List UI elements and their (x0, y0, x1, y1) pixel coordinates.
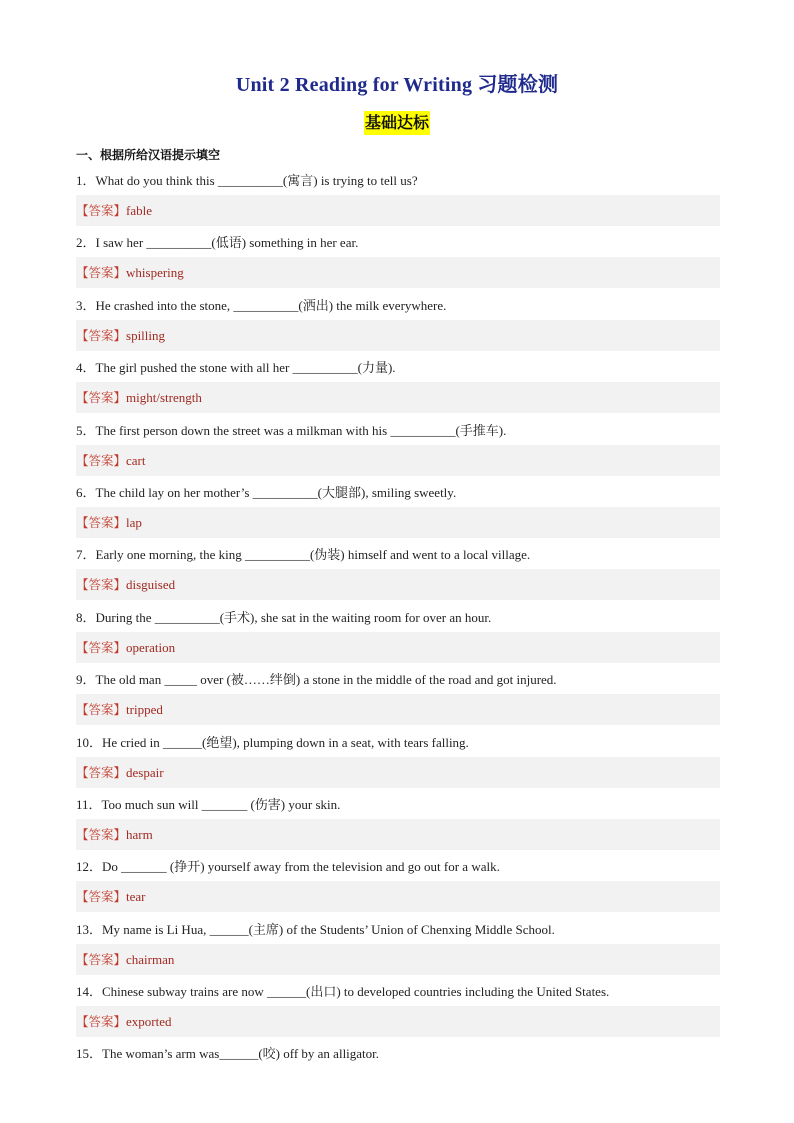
answer-value: exported (126, 1014, 172, 1030)
answer-label: 【答案】 (76, 639, 127, 655)
section-heading: 一、根据所给汉语提示填空 (76, 148, 221, 162)
answer-value: lap (126, 514, 142, 530)
question-text: 13．My name is Li Hua, ______(主席) of the Students’ Union of Chenxing Middle School. (76, 921, 555, 937)
answer-value: chairman (126, 951, 175, 967)
answer-value: fable (126, 203, 152, 218)
answer-box (76, 569, 720, 600)
answer-value: might/strength (126, 390, 202, 406)
answer-box (76, 257, 720, 288)
question-text: 8．During the __________(手术), she sat in the waiting room for over an hour. (76, 609, 492, 625)
answer-value: cart (126, 452, 146, 468)
answer-box (76, 195, 720, 226)
question-item (76, 728, 720, 790)
answer-label: 【答案】 (76, 514, 127, 530)
question-item (76, 291, 720, 353)
answer-value: operation (126, 639, 176, 655)
question-item (76, 977, 720, 1039)
answer-box (76, 445, 720, 476)
question-item (76, 540, 720, 602)
answer-box (76, 632, 720, 663)
answer-value: harm (126, 826, 153, 842)
answer-value: whispering (126, 265, 184, 281)
section-subtitle: 基础达标 (364, 111, 430, 135)
question-item (76, 166, 720, 228)
answer-box (76, 320, 720, 351)
question-text: 1．What do you think this __________(寓言) is trying to tell us? (76, 173, 418, 188)
question-item (76, 790, 720, 852)
subtitle-container (0, 111, 794, 135)
answer-box (76, 382, 720, 413)
answer-value: tripped (126, 702, 163, 718)
answer-label: 【答案】 (76, 203, 127, 218)
question-text: 9．The old man _____ over (被……绊倒) a stone in the middle of the road and got injured. (76, 672, 557, 688)
question-text: 10．He cried in ______(绝望), plumping down in a seat, with tears falling. (76, 734, 469, 750)
question-item (76, 478, 720, 540)
answer-label: 【答案】 (76, 327, 127, 343)
answer-value: disguised (126, 577, 176, 593)
question-text: 2．I saw her __________(低语) something in her ear. (76, 235, 359, 251)
answer-label: 【答案】 (76, 265, 127, 281)
question-item (76, 665, 720, 727)
question-list (76, 166, 720, 1102)
question-item (76, 915, 720, 977)
answer-box (76, 819, 720, 850)
answer-box (76, 944, 720, 975)
question-item (76, 228, 720, 290)
answer-value: tear (126, 889, 146, 905)
question-text: 14．Chinese subway trains are now ______(出口) to developed countries including the United States. (76, 984, 610, 1000)
question-text: 6．The child lay on her mother’s __________(大腿部), smiling sweetly. (76, 484, 457, 500)
answer-value: spilling (126, 327, 166, 343)
answer-label: 【答案】 (76, 951, 127, 967)
question-text: 11．Too much sun will _______ (伤害) your skin. (76, 796, 341, 812)
question-text: 3．He crashed into the stone, __________(洒出) the milk everywhere. (76, 297, 447, 313)
question-item (76, 353, 720, 415)
question-text: 12．Do _______ (挣开) yourself away from the television and go out for a walk. (76, 859, 500, 875)
answer-label: 【答案】 (76, 764, 127, 780)
answer-box (76, 1006, 720, 1037)
answer-label: 【答案】 (76, 702, 127, 718)
question-text: 7．Early one morning, the king __________(伪装) himself and went to a local village. (76, 547, 531, 563)
answer-label: 【答案】 (76, 577, 127, 593)
answer-value: despair (126, 764, 164, 780)
answer-label: 【答案】 (76, 452, 127, 468)
question-item (76, 852, 720, 914)
question-text: 15．The woman’s arm was______(咬) off by an alligator. (76, 1046, 380, 1062)
answer-box (76, 757, 720, 788)
answer-label: 【答案】 (76, 889, 127, 905)
question-text: 4．The girl pushed the stone with all her __________(力量). (76, 360, 396, 376)
question-text: 5．The first person down the street was a milkman with his __________(手推车). (76, 422, 507, 438)
question-item (76, 416, 720, 478)
question-item (76, 603, 720, 665)
answer-box (76, 694, 720, 725)
page-title: Unit 2 Reading for Writing 习题检测 (235, 74, 559, 96)
answer-box (76, 507, 720, 538)
question-item (76, 1039, 720, 1101)
answer-label: 【答案】 (76, 1014, 127, 1030)
answer-label: 【答案】 (76, 826, 127, 842)
answer-box (76, 881, 720, 912)
answer-label: 【答案】 (76, 390, 127, 406)
